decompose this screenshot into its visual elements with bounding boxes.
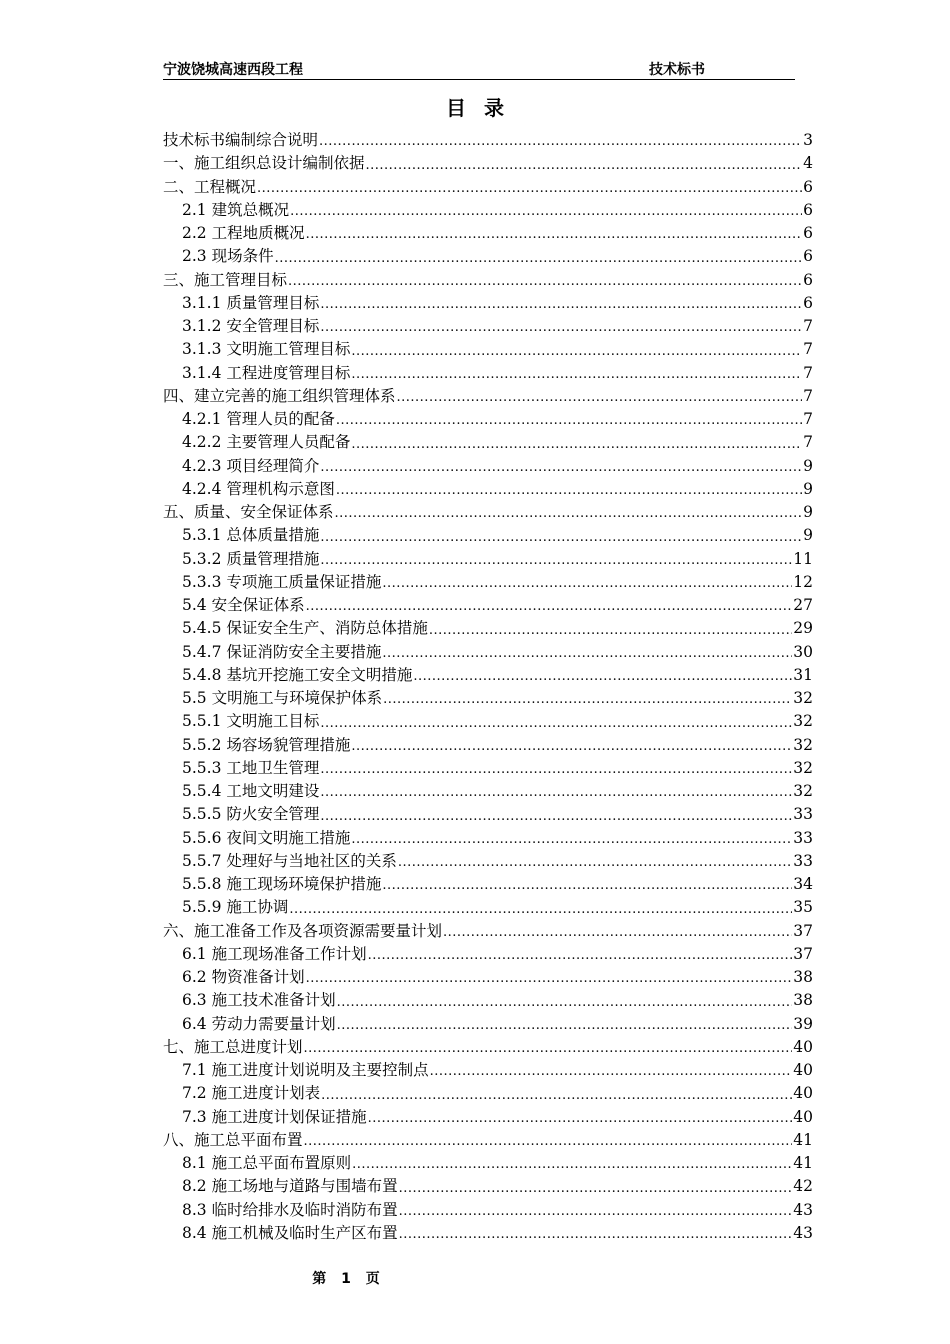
toc-dot-leader — [399, 1202, 793, 1222]
toc-dot-leader — [351, 830, 792, 850]
toc-entry-page: 35 — [793, 898, 813, 917]
toc-dot-leader — [290, 202, 802, 222]
toc-entry-page: 6 — [803, 177, 813, 196]
toc-entry-label: 5.5.6 夜间文明施工措施 — [182, 828, 351, 847]
toc-entry-label: 4.2.1 管理人员的配备 — [182, 410, 335, 428]
toc-entry-page: 39 — [793, 1014, 813, 1033]
toc-entry-label: 7.1 施工进度计划说明及主要控制点 — [182, 1061, 429, 1079]
toc-dot-leader — [320, 760, 792, 780]
toc-entry-label: 5.3.2 质量管理措施 — [182, 549, 320, 568]
toc-entry[interactable] — [163, 152, 813, 175]
toc-entry-page: 7 — [803, 386, 813, 405]
toc-entry-label: 5.4.8 基坑开挖施工安全文明措施 — [182, 665, 413, 684]
toc-entry[interactable] — [163, 548, 813, 571]
toc-entry[interactable] — [163, 385, 813, 408]
toc-dot-leader — [257, 179, 802, 199]
toc-entry-page: 6 — [803, 247, 813, 266]
toc-entry-page: 7 — [803, 433, 813, 452]
toc-dot-leader — [368, 946, 793, 966]
toc-entry-label: 5.5.5 防火安全管理 — [182, 805, 320, 824]
toc-dot-leader — [443, 923, 792, 943]
toc-dot-leader — [368, 1109, 793, 1129]
toc-entry-page: 9 — [803, 526, 813, 545]
toc-dot-leader — [321, 1086, 792, 1106]
toc-entry[interactable] — [163, 1129, 813, 1152]
toc-entry-page: 40 — [793, 1061, 813, 1079]
toc-entry[interactable] — [163, 1013, 813, 1036]
toc-entry-page: 9 — [803, 503, 813, 521]
toc-dot-leader — [351, 737, 792, 757]
toc-entry[interactable] — [163, 896, 813, 919]
toc-entry-page: 7 — [803, 317, 813, 335]
toc-dot-leader — [336, 411, 802, 431]
toc-dot-leader — [320, 295, 802, 315]
toc-dot-leader — [336, 481, 802, 501]
toc-entry[interactable] — [163, 594, 813, 617]
toc-entry-label: 6.3 施工技术准备计划 — [182, 991, 336, 1010]
toc-entry[interactable] — [163, 943, 813, 966]
toc-entry-label: 7.3 施工进度计划保证措施 — [182, 1107, 367, 1126]
toc-dot-leader — [320, 318, 802, 338]
toc-entry[interactable] — [163, 617, 813, 640]
toc-dot-leader — [304, 1039, 793, 1059]
toc-entry-label: 8.1 施工总平面布置原则 — [182, 1154, 352, 1172]
toc-entry-label: 2.3 现场条件 — [182, 247, 274, 266]
toc-entry[interactable] — [163, 664, 813, 687]
toc-entry[interactable] — [163, 734, 813, 757]
toc-entry[interactable] — [163, 1106, 813, 1129]
toc-entry-page: 40 — [793, 1107, 813, 1126]
toc-entry-label: 8.4 施工机械及临时生产区布置 — [182, 1223, 398, 1242]
toc-dot-leader — [319, 132, 802, 152]
toc-entry[interactable] — [163, 478, 813, 501]
header-project-name: 宁波饶城高速西段工程 — [163, 62, 303, 78]
toc-entry-page: 32 — [793, 689, 813, 707]
toc-entry-page: 6 — [803, 200, 813, 219]
toc-entry[interactable] — [163, 571, 813, 594]
toc-entry-page: 43 — [793, 1200, 813, 1219]
toc-dot-leader — [288, 272, 802, 292]
toc-entry-label: 技术标书编制综合说明 — [163, 131, 319, 149]
toc-entry-label: 3.1.4 工程进度管理目标 — [182, 363, 351, 382]
toc-dot-leader — [335, 504, 803, 524]
toc-dot-leader — [320, 458, 802, 478]
toc-entry[interactable] — [163, 1175, 813, 1198]
toc-entry[interactable] — [163, 199, 813, 222]
toc-entry[interactable] — [163, 803, 813, 826]
header-doc-type: 技术标书 — [649, 62, 705, 78]
toc-entry-label: 5.5.4 工地文明建设 — [182, 782, 320, 800]
toc-entry[interactable] — [163, 1152, 813, 1175]
toc-entry-page: 33 — [793, 851, 813, 870]
toc-entry-label: 5.4 安全保证体系 — [182, 596, 305, 614]
toc-entry-label: 6.4 劳动力需要量计划 — [182, 1014, 336, 1033]
toc-dot-leader — [275, 249, 803, 269]
toc-entry-label: 5.5.7 处理好与当地社区的关系 — [182, 851, 397, 870]
toc-entry-page: 37 — [793, 921, 813, 940]
toc-entry-label: 二、工程概况 — [163, 177, 257, 196]
toc-entry-page: 31 — [793, 665, 813, 684]
toc-entry[interactable] — [163, 315, 813, 338]
toc-entry-label: 四、建立完善的施工组织管理体系 — [163, 386, 396, 405]
toc-dot-leader — [320, 807, 792, 827]
toc-dot-leader — [351, 342, 802, 362]
toc-entry[interactable] — [163, 1059, 813, 1082]
toc-entry[interactable] — [163, 129, 813, 152]
toc-dot-leader — [306, 225, 803, 245]
toc-entry-label: 五、质量、安全保证体系 — [163, 503, 334, 521]
toc-entry-label: 八、施工总平面布置 — [163, 1130, 303, 1149]
toc-entry[interactable] — [163, 176, 813, 199]
toc-entry-page: 3 — [803, 131, 813, 149]
toc-entry[interactable] — [163, 920, 813, 943]
toc-entry[interactable] — [163, 1082, 813, 1105]
page-header — [163, 57, 795, 80]
toc-entry-page: 29 — [793, 619, 813, 638]
toc-dot-leader — [306, 597, 793, 617]
toc-entry-page: 6 — [803, 270, 813, 289]
toc-entry-label: 5.4.7 保证消防安全主要措施 — [182, 642, 382, 661]
toc-entry-label: 2.1 建筑总概况 — [182, 200, 290, 219]
toc-entry-label: 5.5.9 施工协调 — [182, 898, 289, 917]
toc-entry-page: 12 — [793, 572, 813, 591]
toc-entry-page: 38 — [793, 968, 813, 986]
toc-entry[interactable] — [163, 1222, 813, 1245]
toc-entry[interactable] — [163, 338, 813, 361]
toc-entry-page: 32 — [793, 782, 813, 800]
toc-entry[interactable] — [163, 873, 813, 896]
toc-entry[interactable] — [163, 524, 813, 547]
toc-entry-page: 30 — [793, 642, 813, 661]
toc-dot-leader — [337, 1016, 793, 1036]
toc-entry-label: 5.3.3 专项施工质量保证措施 — [182, 572, 382, 591]
toc-entry-page: 32 — [793, 758, 813, 777]
toc-entry-page: 41 — [793, 1154, 813, 1172]
toc-entry-label: 5.5 文明施工与环境保护体系 — [182, 689, 383, 707]
toc-entry-page: 6 — [803, 293, 813, 312]
toc-dot-leader — [320, 783, 792, 803]
toc-entry[interactable] — [163, 780, 813, 803]
toc-entry-label: 5.5.8 施工现场环境保护措施 — [182, 875, 382, 893]
toc-dot-leader — [352, 1155, 792, 1175]
toc-entry[interactable] — [163, 362, 813, 385]
toc-entry[interactable] — [163, 687, 813, 710]
toc-entry-page: 37 — [793, 944, 813, 963]
toc-dot-leader — [351, 365, 802, 385]
toc-entry-label: 六、施工准备工作及各项资源需要量计划 — [163, 921, 443, 940]
toc-entry-label: 2.2 工程地质概况 — [182, 224, 305, 242]
toc-entry-label: 5.5.2 场容场貌管理措施 — [182, 735, 351, 754]
toc-entry-page: 40 — [793, 1084, 813, 1103]
toc-entry[interactable] — [163, 455, 813, 478]
toc-entry-label: 3.1.3 文明施工管理目标 — [182, 340, 351, 359]
toc-dot-leader — [413, 667, 792, 687]
toc-entry-label: 七、施工总进度计划 — [163, 1037, 303, 1056]
page-title: 目录 — [446, 96, 522, 120]
toc-entry-page: 9 — [803, 456, 813, 475]
toc-dot-leader — [366, 156, 803, 176]
toc-entry[interactable] — [163, 245, 813, 268]
toc-entry-label: 4.2.2 主要管理人员配备 — [182, 433, 351, 452]
toc-entry-label: 4.2.4 管理机构示意图 — [182, 479, 335, 498]
toc-dot-leader — [382, 876, 792, 896]
toc-dot-leader — [397, 388, 803, 408]
toc-dot-leader — [382, 574, 792, 594]
toc-dot-leader — [306, 969, 793, 989]
toc-entry-label: 一、施工组织总设计编制依据 — [163, 154, 365, 173]
toc-dot-leader — [399, 1225, 793, 1245]
toc-entry[interactable] — [163, 757, 813, 780]
toc-entry-page: 42 — [793, 1177, 813, 1196]
toc-dot-leader — [337, 993, 793, 1013]
toc-entry-page: 33 — [793, 805, 813, 824]
toc-dot-leader — [430, 1062, 793, 1082]
toc-entry-page: 7 — [803, 410, 813, 428]
toc-dot-leader — [320, 714, 792, 734]
toc-entry-label: 3.1.2 安全管理目标 — [182, 317, 320, 335]
toc-entry[interactable] — [163, 222, 813, 245]
toc-entry[interactable] — [163, 966, 813, 989]
toc-entry[interactable] — [163, 710, 813, 733]
toc-entry-page: 7 — [803, 363, 813, 382]
toc-entry-label: 5.4.5 保证安全生产、消防总体措施 — [182, 619, 428, 638]
toc-entry[interactable] — [163, 408, 813, 431]
toc-entry-label: 8.3 临时给排水及临时消防布置 — [182, 1200, 398, 1219]
toc-entry[interactable] — [163, 292, 813, 315]
toc-dot-leader — [429, 621, 792, 641]
toc-entry[interactable] — [163, 1036, 813, 1059]
toc-dot-leader — [383, 690, 792, 710]
toc-dot-leader — [289, 900, 792, 920]
toc-entry-page: 6 — [803, 224, 813, 242]
toc-dot-leader — [320, 528, 802, 548]
toc-dot-leader — [304, 1132, 793, 1152]
toc-entry-page: 43 — [793, 1223, 813, 1242]
toc-dot-leader — [351, 435, 802, 455]
toc-entry-page: 40 — [793, 1037, 813, 1056]
toc-entry-label: 6.1 施工现场准备工作计划 — [182, 944, 367, 963]
toc-entry[interactable] — [163, 989, 813, 1012]
toc-entry-page: 33 — [793, 828, 813, 847]
toc-entry-page: 38 — [793, 991, 813, 1010]
toc-entry-page: 41 — [793, 1130, 813, 1149]
toc-dot-leader — [320, 551, 792, 571]
toc-entry-page: 27 — [793, 596, 813, 614]
toc-dot-leader — [398, 853, 792, 873]
page-footer: 第 1 页 — [312, 1271, 380, 1287]
toc-entry-label: 5.5.3 工地卫生管理 — [182, 758, 320, 777]
toc-entry-label: 5.5.1 文明施工目标 — [182, 712, 320, 731]
toc-entry-label: 7.2 施工进度计划表 — [182, 1084, 321, 1103]
toc-entry-page: 34 — [793, 875, 813, 893]
toc-entry-label: 3.1.1 质量管理目标 — [182, 293, 320, 312]
toc-entry-page: 32 — [793, 735, 813, 754]
toc-entry[interactable] — [163, 850, 813, 873]
toc-entry-label: 6.2 物资准备计划 — [182, 968, 305, 986]
toc-entry-page: 7 — [803, 340, 813, 359]
table-of-contents — [163, 129, 813, 1245]
toc-entry[interactable] — [163, 501, 813, 524]
toc-entry[interactable] — [163, 1199, 813, 1222]
toc-dot-leader — [399, 1179, 793, 1199]
toc-entry-label: 5.3.1 总体质量措施 — [182, 526, 320, 545]
toc-entry[interactable] — [163, 431, 813, 454]
toc-entry-page: 11 — [793, 549, 813, 568]
toc-entry[interactable] — [163, 827, 813, 850]
toc-entry-page: 4 — [803, 154, 813, 173]
toc-entry-label: 三、施工管理目标 — [163, 270, 288, 289]
toc-entry-label: 8.2 施工场地与道路与围墙布置 — [182, 1177, 398, 1196]
toc-entry[interactable] — [163, 269, 813, 292]
toc-entry-page: 32 — [793, 712, 813, 731]
toc-entry-page: 9 — [803, 479, 813, 498]
toc-entry-label: 4.2.3 项目经理简介 — [182, 456, 320, 475]
toc-dot-leader — [382, 644, 792, 664]
toc-entry[interactable] — [163, 641, 813, 664]
